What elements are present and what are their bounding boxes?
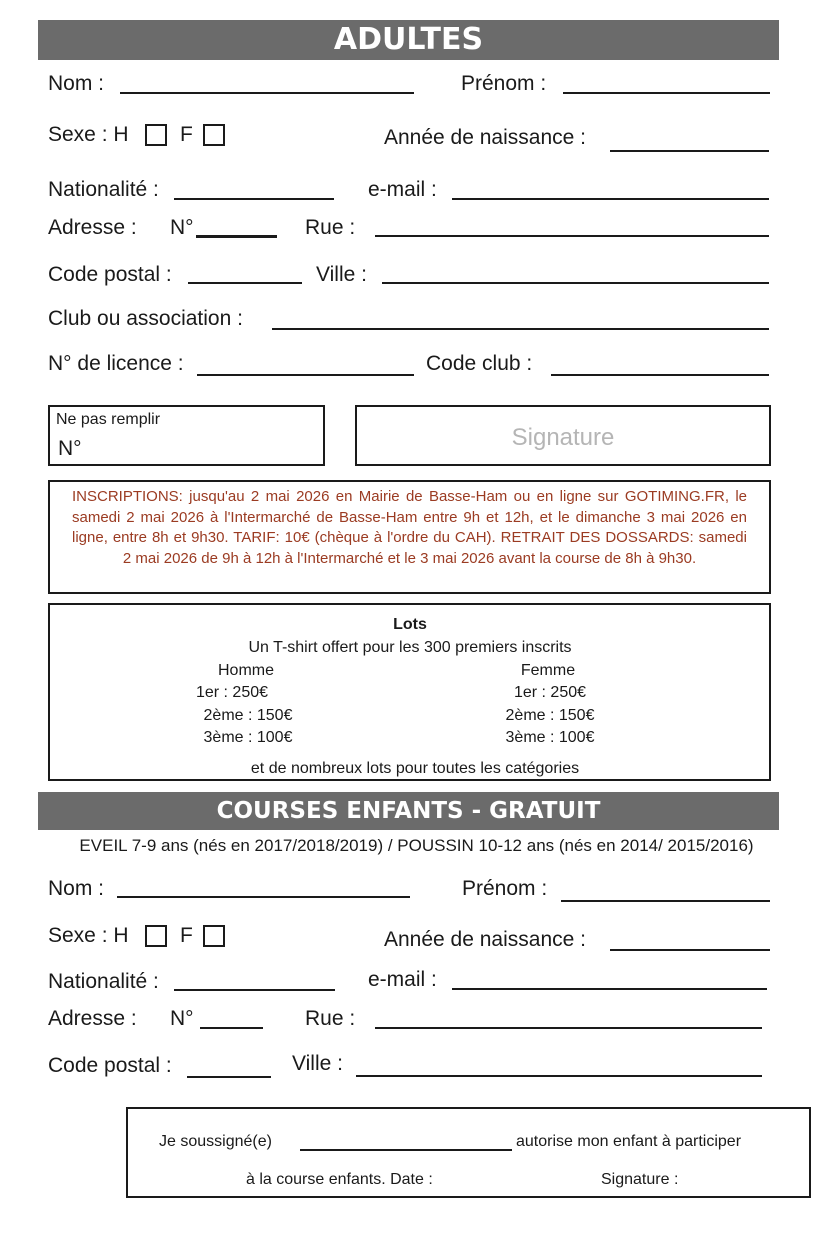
adult-annee-label: Année de naissance :	[384, 126, 586, 149]
adult-numero-label: N°	[170, 216, 194, 239]
adult-numero-field[interactable]	[196, 235, 277, 238]
adult-sexe-f-label: F	[180, 123, 193, 146]
adult-code-club-label: Code club :	[426, 352, 533, 375]
authorization-box	[126, 1107, 811, 1198]
lots-femme-second: 2ème : 150€	[505, 707, 595, 724]
lots-title: Lots	[393, 616, 427, 633]
kids-categories: EVEIL 7-9 ans (nés en 2017/2018/2019) / POUSSIN 10-12 ans (nés en 2014/ 2015/2016)	[79, 836, 754, 855]
kid-nationalite-field[interactable]	[174, 989, 335, 991]
lots-tshirt: Un T-shirt offert pour les 300 premiers inscrits	[248, 639, 572, 656]
adult-nom-field[interactable]	[120, 92, 414, 94]
kid-annee-label: Année de naissance :	[384, 928, 586, 951]
kid-annee-field[interactable]	[610, 949, 770, 951]
signature-box[interactable]	[355, 405, 771, 466]
kid-ville-field[interactable]	[356, 1075, 762, 1077]
kid-sexe-h-checkbox[interactable]	[145, 925, 167, 947]
kid-nom-field[interactable]	[117, 896, 410, 898]
lots-footer: et de nombreux lots pour toutes les catégories	[250, 760, 580, 777]
kid-email-label: e-mail :	[368, 968, 437, 991]
adult-ville-field[interactable]	[382, 282, 769, 284]
signature-placeholder: Signature	[511, 424, 615, 451]
auth-name-field[interactable]	[300, 1149, 512, 1151]
adult-prenom-field[interactable]	[563, 92, 770, 94]
adult-prenom-label: Prénom :	[461, 72, 547, 95]
adult-ville-label: Ville :	[316, 263, 367, 286]
auth-date-label: à la course enfants. Date :	[246, 1171, 433, 1188]
reserved-box	[48, 405, 325, 466]
auth-autorise: autorise mon enfant à participer	[516, 1133, 742, 1150]
kid-sexe-f-checkbox[interactable]	[203, 925, 225, 947]
adult-nationalite-label: Nationalité :	[48, 178, 159, 201]
adult-club-field[interactable]	[272, 328, 769, 330]
adult-licence-field[interactable]	[197, 374, 414, 376]
adult-adresse-label: Adresse :	[48, 216, 137, 239]
adult-sexe-f-checkbox[interactable]	[203, 124, 225, 146]
kid-prenom-field[interactable]	[561, 900, 770, 902]
inscriptions-info: INSCRIPTIONS: jusqu'au 2 mai 2026 en Mairie de Basse-Ham ou en ligne sur GOTIMING.FR, le samedi 2 mai 2026 à l'Intermarché de Basse-Ham entre 9h et 12h, et le dimanche 3 mai 2026 en ligne, entre 8h et 9h30. TARIF: 10€ (chèque à l'ordre du CAH). RETRAIT DES DOSSARDS: samedi 2 mai 2026 de 9h à 12h à l'Intermarché et le 3 mai 2026 avant la course de 8h à 9h30.	[48, 480, 771, 594]
adult-email-field[interactable]	[452, 198, 769, 200]
kid-ville-label: Ville :	[292, 1052, 343, 1075]
kid-numero-label: N°	[170, 1007, 194, 1030]
adult-nom-label: Nom :	[48, 72, 105, 95]
kid-prenom-label: Prénom :	[462, 877, 548, 900]
kid-adresse-label: Adresse :	[48, 1007, 137, 1030]
adult-club-label: Club ou association :	[48, 307, 243, 330]
lots-homme-heading: Homme	[217, 662, 275, 679]
lots-box	[48, 603, 771, 781]
kid-numero-field[interactable]	[200, 1027, 263, 1029]
adult-sexe-h-checkbox[interactable]	[145, 124, 167, 146]
lots-femme-heading: Femme	[520, 662, 576, 679]
kid-nom-label: Nom :	[48, 877, 105, 900]
kid-sexe-f-label: F	[180, 924, 193, 947]
adult-rue-field[interactable]	[375, 235, 769, 237]
adult-code-postal-label: Code postal :	[48, 263, 172, 286]
adult-sexe-label: Sexe : H	[48, 123, 129, 146]
lots-homme-second: 2ème : 150€	[203, 707, 293, 724]
lots-homme-first: 1er : 250€	[195, 684, 269, 701]
adult-rue-label: Rue :	[305, 216, 356, 239]
lots-homme-third: 3ème : 100€	[203, 729, 293, 746]
adult-code-postal-field[interactable]	[188, 282, 302, 284]
kid-nationalite-label: Nationalité :	[48, 970, 159, 993]
kids-section-title: COURSES ENFANTS - GRATUIT	[38, 792, 779, 830]
kid-code-postal-field[interactable]	[187, 1076, 271, 1078]
adult-licence-label: N° de licence :	[48, 352, 184, 375]
auth-signature-label: Signature :	[601, 1171, 679, 1188]
lots-femme-first: 1er : 250€	[513, 684, 587, 701]
adult-code-club-field[interactable]	[551, 374, 769, 376]
kid-rue-label: Rue :	[305, 1007, 356, 1030]
kid-email-field[interactable]	[452, 988, 767, 990]
reserved-number-label: N°	[58, 437, 82, 460]
auth-je-soussigne: Je soussigné(e)	[159, 1133, 272, 1150]
kid-rue-field[interactable]	[375, 1027, 762, 1029]
adult-annee-field[interactable]	[610, 150, 769, 152]
adult-nationalite-field[interactable]	[174, 198, 334, 200]
kid-sexe-label: Sexe : H	[48, 924, 129, 947]
adult-email-label: e-mail :	[368, 178, 437, 201]
lots-femme-third: 3ème : 100€	[505, 729, 595, 746]
reserved-label: Ne pas remplir	[56, 411, 161, 428]
kid-code-postal-label: Code postal :	[48, 1054, 172, 1077]
adults-section-title: ADULTES	[38, 20, 779, 60]
